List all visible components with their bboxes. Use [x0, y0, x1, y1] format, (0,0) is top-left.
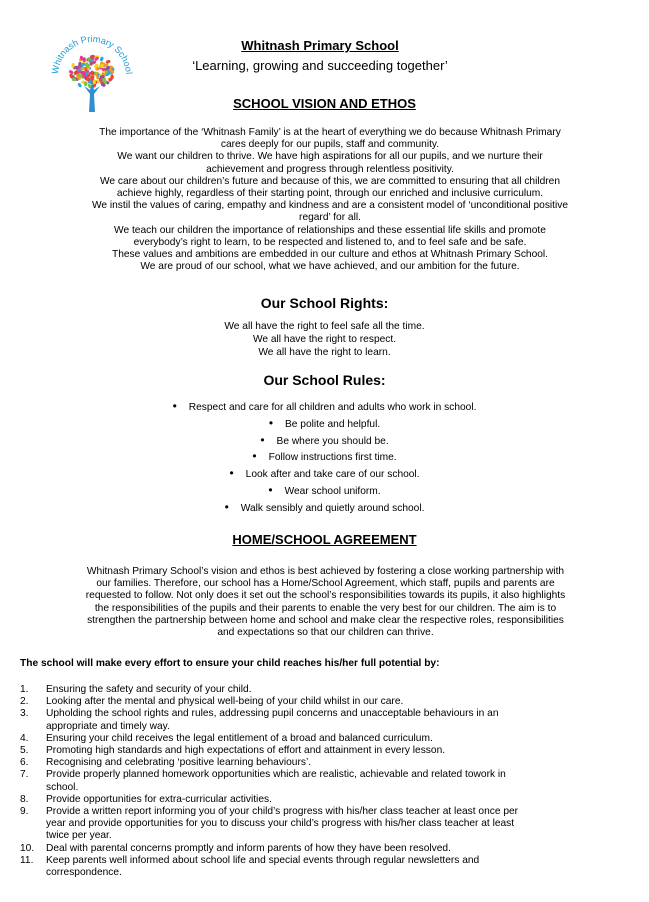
commitment-text: Ensuring the safety and security of your child. — [46, 684, 252, 695]
rule-text: Wear school uniform. — [284, 485, 381, 497]
vision-line: These values and ambitions are embedded in our culture and ethos at Whitnash Primary School. — [111, 249, 549, 261]
commitment-number: 10. — [20, 842, 35, 854]
school-name: Whitnash Primary School — [241, 38, 399, 53]
rule-item — [0, 432, 649, 449]
agreement-line: the responsibilities of the pupils and their parents to enable the very best for our children. The aim is to — [94, 602, 557, 614]
rule-text: Be polite and helpful. — [285, 418, 381, 430]
rights-line: We all have the right to respect. — [252, 334, 397, 345]
commitment-number: 7. — [20, 769, 29, 781]
rights-line: We all have the right to learn. — [258, 347, 391, 358]
bullet-icon: • — [268, 482, 273, 497]
rule-text: Look after and take care of our school. — [245, 469, 420, 481]
leaf-mark — [105, 59, 111, 64]
commitment-number: 8. — [20, 793, 29, 805]
commitment-text: Upholding the school rights and rules, addressing pupil concerns and unacceptable behaviours in an — [46, 708, 499, 720]
effort-heading: The school will make every effort to ensure your child reaches his/her full potential by: — [20, 658, 440, 669]
commitment-item — [20, 806, 595, 843]
commitment-text: twice per year. — [46, 830, 112, 842]
agreement-line: Whitnash Primary School’s vision and ethos is best achieved by fostering a close working partnership with — [86, 566, 565, 577]
commitment-item — [20, 843, 595, 855]
rights-text — [0, 320, 649, 359]
vision-line: We instil the values of caring, empathy and kindness and are a consistent model of ‘unconditional positive — [91, 200, 569, 212]
commitments-list — [20, 684, 595, 879]
commitment-item — [20, 708, 595, 732]
rule-text: Walk sensibly and quietly around school. — [240, 502, 425, 514]
commitment-number: 5. — [20, 745, 29, 757]
rule-item — [0, 499, 649, 516]
commitment-number: 1. — [20, 684, 29, 695]
vision-line: cares deeply for our pupils, staff and community. — [220, 139, 440, 151]
commitment-text: Provide opportunities for extra-curricular activities. — [46, 793, 272, 805]
commitment-text: appropriate and timely way. — [46, 720, 170, 732]
commitment-number: 2. — [20, 696, 29, 708]
vision-text — [52, 127, 608, 273]
agreement-line: our families. Therefore, our school has a Home/School Agreement, which staff, pupils and parents are — [96, 578, 555, 590]
commitment-item — [20, 696, 595, 708]
commitment-text: Promoting high standards and high expectations of effort and attainment in every lesson. — [46, 745, 446, 757]
vision-line: The importance of the ‘Whitnash Family’ is at the heart of everything we do because Whitnash Primary — [99, 127, 561, 138]
school-motto: ‘Learning, growing and succeeding together’ — [192, 58, 448, 73]
agreement-heading: HOME/SCHOOL AGREEMENT — [232, 532, 417, 547]
commitment-text: school. — [46, 781, 79, 793]
bullet-icon: • — [268, 415, 274, 430]
commitment-text: Deal with parental concerns promptly and inform parents of how they have been resolved. — [46, 842, 451, 854]
vision-line: regard’ for all. — [299, 212, 361, 224]
rule-item — [0, 448, 649, 465]
bullet-icon: • — [260, 432, 265, 447]
bullet-icon: • — [224, 499, 229, 514]
commitment-item — [20, 757, 595, 769]
leaf-mark — [77, 82, 82, 88]
commitment-item — [20, 855, 595, 879]
vision-line: We teach our children the importance of relationships and these essential life skills and promote — [114, 224, 546, 236]
vision-heading: SCHOOL VISION AND ETHOS — [233, 96, 416, 111]
commitment-number: 4. — [20, 732, 29, 744]
commitment-item — [20, 684, 595, 696]
rule-text: Be where you should be. — [276, 435, 389, 447]
vision-line: We care about our children’s future and because of this, we are committed to ensuring that all children — [99, 175, 560, 187]
vision-line: achieve highly, regardless of their starting point, through our enriched and inclusive curriculum. — [116, 188, 544, 200]
rule-item — [0, 415, 649, 432]
commitment-text: Ensuring your child receives the legal entitlement of a broad and balanced curriculum. — [46, 732, 433, 744]
agreement-line: requested to follow. Not only does it set out the school’s responsibilities towards its pupils, it also highlights — [85, 590, 566, 602]
vision-line: We are proud of our school, what we have achieved, and our ambition for the future. — [140, 261, 520, 273]
vision-line: We want our children to thrive. We have high aspirations for all our pupils, and we nurture their — [117, 151, 543, 163]
commitment-text: year and provide opportunities for you to discuss your child’s progress with his/her class teacher at least — [46, 818, 515, 830]
commitment-item — [20, 733, 595, 745]
agreement-text — [48, 566, 603, 639]
rule-text: Follow instructions first time. — [268, 452, 397, 464]
commitment-number: 3. — [20, 708, 29, 720]
commitment-number: 6. — [20, 757, 29, 769]
bullet-icon: • — [252, 449, 257, 464]
commitment-number: 11. — [20, 854, 34, 866]
rules-list — [0, 398, 649, 516]
commitment-text: Keep parents well informed about school life and special events through regular newsletters and — [46, 854, 480, 866]
agreement-line: and expectations so that our children can thrive. — [217, 627, 434, 639]
rights-line: We all have the right to feel safe all the time. — [224, 321, 425, 332]
leaf-mark — [99, 56, 104, 62]
commitment-text: Provide properly planned homework opportunities which are realistic, achievable and related towork in — [46, 769, 506, 781]
rules-heading: Our School Rules: — [263, 372, 386, 388]
rule-item — [0, 482, 649, 499]
rule-text: Respect and care for all children and adults who work in school. — [188, 402, 477, 413]
rule-item — [0, 398, 649, 415]
commitment-text: Provide a written report informing you of your child’s progress with his/her class teacher at least once per — [46, 806, 519, 818]
bullet-icon: • — [172, 399, 177, 413]
commitment-item — [20, 794, 595, 806]
vision-line: achievement and progress through relentless positivity. — [206, 163, 454, 175]
commitment-text: correspondence. — [46, 867, 122, 879]
rights-heading: Our School Rights: — [260, 295, 389, 311]
rule-item — [0, 465, 649, 482]
commitment-text: Recognising and celebrating ‘positive learning behaviours’. — [46, 757, 312, 769]
vision-line: everybody’s right to learn, to be respected and listened to, and to feel safe and be safe. — [133, 236, 527, 248]
commitment-item — [20, 769, 595, 793]
commitment-item — [20, 745, 595, 757]
bullet-icon: • — [229, 466, 234, 481]
commitment-number: 9. — [20, 806, 29, 818]
commitment-text: Looking after the mental and physical well-being of your child whilst in our care. — [46, 696, 404, 708]
agreement-line: strengthen the partnership between home and school and make clear the respective roles, responsibilities — [87, 614, 564, 626]
logo-text: Whitnash Primary School — [49, 33, 134, 75]
